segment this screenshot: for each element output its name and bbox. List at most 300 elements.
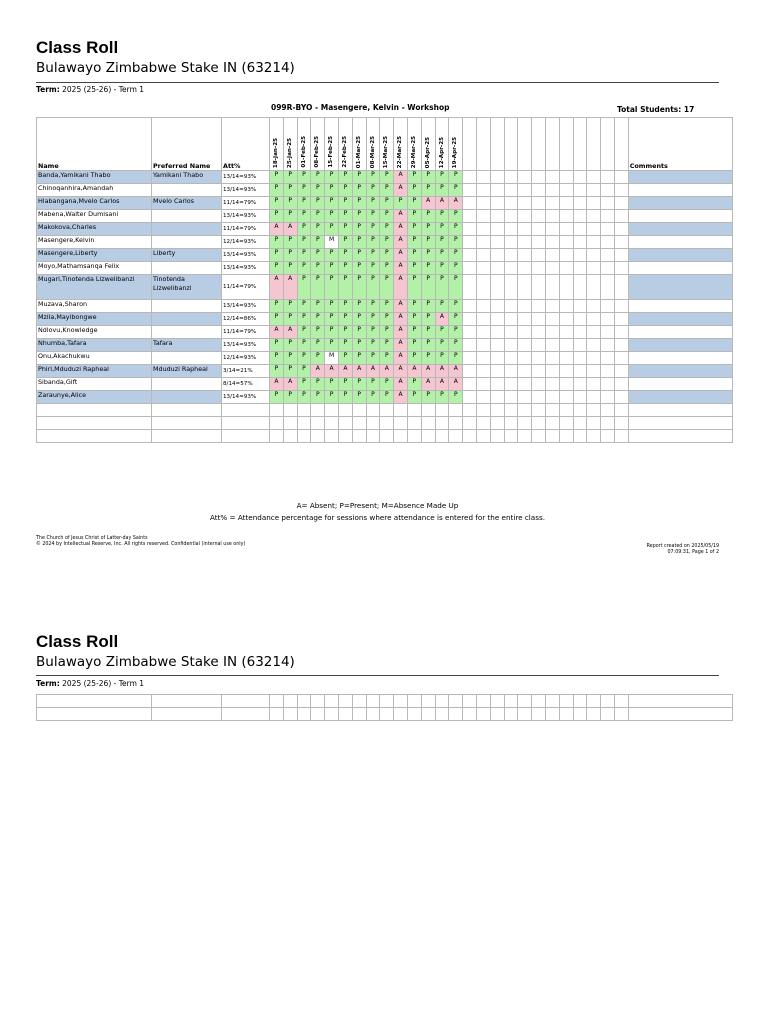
column-header-date xyxy=(421,118,435,171)
empty-cell xyxy=(366,430,380,443)
empty-cell xyxy=(545,210,559,223)
empty-cell xyxy=(614,339,628,352)
empty-cell xyxy=(559,236,573,249)
empty-cell xyxy=(504,210,518,223)
footer-org: The Church of Jesus Christ of Latter-day Saints xyxy=(36,536,148,541)
attendance-mark: P xyxy=(311,326,325,339)
empty-cell xyxy=(366,417,380,430)
empty-cell xyxy=(325,404,339,417)
empty-cell xyxy=(545,404,559,417)
empty-cell xyxy=(518,210,532,223)
empty-cell xyxy=(297,708,311,721)
column-header-comments: Comments xyxy=(628,118,732,171)
empty-cell xyxy=(545,313,559,326)
attendance-mark: A xyxy=(270,275,284,300)
attendance-mark: P xyxy=(407,275,421,300)
empty-cell xyxy=(476,197,490,210)
attendance-mark: P xyxy=(366,249,380,262)
attendance-mark: P xyxy=(270,197,284,210)
attendance-percent: 11/14=79% xyxy=(222,326,270,339)
total-students: Total Students: 17 xyxy=(617,105,695,114)
attendance-mark: M xyxy=(325,236,339,249)
attendance-mark: P xyxy=(449,275,463,300)
empty-cell xyxy=(463,184,477,197)
attendance-mark: M xyxy=(325,352,339,365)
attendance-mark: P xyxy=(366,197,380,210)
empty-cell xyxy=(518,249,532,262)
comments-cell xyxy=(628,262,732,275)
comments-cell xyxy=(628,275,732,300)
column-header-name: Name xyxy=(37,118,152,171)
empty-cell xyxy=(559,275,573,300)
attendance-percent: 13/14=93% xyxy=(222,171,270,184)
empty-cell xyxy=(518,300,532,313)
empty-cell xyxy=(518,223,532,236)
empty-cell xyxy=(518,430,532,443)
empty-cell xyxy=(490,430,504,443)
term-value-2: 2025 (25-26) - Term 1 xyxy=(62,679,145,688)
table-row xyxy=(37,300,733,313)
blank-row xyxy=(37,417,733,430)
footer-left xyxy=(36,536,246,548)
preferred-name xyxy=(152,210,222,223)
empty-cell xyxy=(504,404,518,417)
empty-cell xyxy=(587,249,601,262)
attendance-mark: P xyxy=(449,391,463,404)
attendance-mark: P xyxy=(297,236,311,249)
empty-cell xyxy=(573,708,587,721)
empty-cell xyxy=(490,365,504,378)
empty-cell xyxy=(628,695,732,708)
empty-cell xyxy=(504,695,518,708)
attendance-mark: P xyxy=(297,326,311,339)
empty-cell xyxy=(449,430,463,443)
empty-cell xyxy=(545,326,559,339)
attendance-mark: P xyxy=(311,236,325,249)
empty-cell xyxy=(587,404,601,417)
empty-cell xyxy=(463,236,477,249)
attendance-mark: P xyxy=(311,249,325,262)
empty-cell xyxy=(614,262,628,275)
empty-cell xyxy=(614,404,628,417)
empty-cell xyxy=(504,197,518,210)
attendance-mark: P xyxy=(325,210,339,223)
empty-cell xyxy=(490,695,504,708)
empty-cell xyxy=(601,313,615,326)
empty-cell xyxy=(573,326,587,339)
attendance-mark: P xyxy=(352,391,366,404)
attendance-mark: P xyxy=(325,300,339,313)
attendance-mark: P xyxy=(297,210,311,223)
student-name: Muzava,Sharon xyxy=(37,300,152,313)
attendance-mark: P xyxy=(435,210,449,223)
footer-copyright: © 2024 by Intellectual Reserve, Inc. All rights reserved. Confidential (internal use only) xyxy=(36,542,246,547)
attendance-mark: P xyxy=(407,223,421,236)
attendance-mark: P xyxy=(311,223,325,236)
attendance-mark: P xyxy=(325,275,339,300)
empty-cell xyxy=(518,184,532,197)
attendance-mark: P xyxy=(297,249,311,262)
attendance-mark: P xyxy=(380,197,394,210)
empty-cell xyxy=(587,695,601,708)
empty-cell xyxy=(587,326,601,339)
empty-cell xyxy=(614,313,628,326)
empty-cell xyxy=(476,695,490,708)
empty-cell xyxy=(587,171,601,184)
empty-cell xyxy=(504,430,518,443)
attendance-mark: P xyxy=(297,391,311,404)
empty-cell xyxy=(587,430,601,443)
preferred-name xyxy=(152,313,222,326)
column-header-empty xyxy=(614,118,628,171)
legend-att: Att% = Attendance percentage for sessions where attendance is entered for the entire class. xyxy=(210,513,545,522)
preferred-name xyxy=(152,352,222,365)
attendance-mark: A xyxy=(270,326,284,339)
empty-cell xyxy=(476,417,490,430)
attendance-mark: P xyxy=(352,249,366,262)
attendance-mark: P xyxy=(283,184,297,197)
empty-cell xyxy=(545,708,559,721)
attendance-mark: A xyxy=(394,275,408,300)
footer-page: 07:09:31, Page 1 of 2 xyxy=(667,550,719,555)
attendance-mark: P xyxy=(325,262,339,275)
empty-cell xyxy=(601,184,615,197)
empty-cell xyxy=(490,210,504,223)
attendance-mark: P xyxy=(435,249,449,262)
attendance-mark: P xyxy=(325,171,339,184)
attendance-percent: 13/14=93% xyxy=(222,300,270,313)
attendance-mark: P xyxy=(435,300,449,313)
column-header-empty xyxy=(504,118,518,171)
empty-cell xyxy=(504,326,518,339)
attendance-mark: P xyxy=(338,262,352,275)
empty-cell xyxy=(490,313,504,326)
term-label: Term: xyxy=(36,85,60,94)
student-name: Onu,Akachukwu xyxy=(37,352,152,365)
empty-cell xyxy=(366,708,380,721)
attendance-percent: 13/14=93% xyxy=(222,184,270,197)
term-label-2: Term: xyxy=(36,679,60,688)
blank-row xyxy=(37,708,733,721)
empty-cell xyxy=(518,313,532,326)
empty-cell xyxy=(421,430,435,443)
empty-cell xyxy=(504,378,518,391)
student-name: Banda,Yamikani Thabo xyxy=(37,171,152,184)
empty-cell xyxy=(601,262,615,275)
empty-cell xyxy=(476,404,490,417)
comments-cell xyxy=(628,300,732,313)
empty-cell xyxy=(573,171,587,184)
attendance-mark: P xyxy=(421,262,435,275)
empty-cell xyxy=(532,391,546,404)
column-header-date xyxy=(407,118,421,171)
empty-cell xyxy=(463,430,477,443)
empty-cell xyxy=(573,404,587,417)
attendance-mark: P xyxy=(435,326,449,339)
attendance-mark: P xyxy=(325,223,339,236)
empty-cell xyxy=(152,404,222,417)
empty-cell xyxy=(270,417,284,430)
attendance-mark: P xyxy=(380,210,394,223)
empty-cell xyxy=(490,171,504,184)
student-name: Mzila,Mayibongwe xyxy=(37,313,152,326)
attendance-mark: A xyxy=(394,313,408,326)
attendance-mark: A xyxy=(394,210,408,223)
attendance-mark: A xyxy=(270,223,284,236)
student-name: Moyo,Mathamsanqa Felix xyxy=(37,262,152,275)
attendance-mark: P xyxy=(380,236,394,249)
table-row xyxy=(37,249,733,262)
empty-cell xyxy=(222,695,270,708)
attendance-percent: 12/14=86% xyxy=(222,313,270,326)
empty-cell xyxy=(573,430,587,443)
empty-cell xyxy=(545,275,559,300)
empty-cell xyxy=(587,708,601,721)
attendance-mark: A xyxy=(394,171,408,184)
empty-cell xyxy=(463,378,477,391)
empty-cell xyxy=(545,197,559,210)
empty-cell xyxy=(587,378,601,391)
empty-cell xyxy=(504,262,518,275)
empty-cell xyxy=(463,275,477,300)
empty-cell xyxy=(545,339,559,352)
attendance-mark: P xyxy=(297,197,311,210)
empty-cell xyxy=(601,300,615,313)
attendance-mark: P xyxy=(311,275,325,300)
attendance-mark: A xyxy=(394,339,408,352)
empty-cell xyxy=(394,695,408,708)
attendance-mark: P xyxy=(380,391,394,404)
empty-cell xyxy=(573,391,587,404)
attendance-mark: P xyxy=(338,300,352,313)
empty-cell xyxy=(614,352,628,365)
attendance-mark: A xyxy=(394,249,408,262)
student-name: Mugari,Tinotenda Lizwelibanzi xyxy=(37,275,152,300)
empty-cell xyxy=(490,249,504,262)
empty-cell xyxy=(559,695,573,708)
page-title: Class Roll xyxy=(36,38,119,57)
empty-cell xyxy=(490,339,504,352)
empty-cell xyxy=(476,275,490,300)
attendance-percent: 8/14=57% xyxy=(222,378,270,391)
empty-cell xyxy=(573,300,587,313)
attendance-mark: P xyxy=(407,339,421,352)
column-header-date xyxy=(325,118,339,171)
empty-cell xyxy=(325,708,339,721)
empty-cell xyxy=(559,300,573,313)
student-name: Nhumba,Tafara xyxy=(37,339,152,352)
attendance-mark: P xyxy=(297,223,311,236)
attendance-mark: P xyxy=(421,184,435,197)
empty-cell xyxy=(311,417,325,430)
empty-cell xyxy=(559,339,573,352)
empty-cell xyxy=(37,695,152,708)
empty-cell xyxy=(532,197,546,210)
attendance-percent: 13/14=93% xyxy=(222,210,270,223)
empty-cell xyxy=(518,339,532,352)
empty-cell xyxy=(614,249,628,262)
empty-cell xyxy=(587,352,601,365)
empty-cell xyxy=(476,262,490,275)
attendance-percent: 3/14=21% xyxy=(222,365,270,378)
term-line-2 xyxy=(36,679,144,688)
empty-cell xyxy=(490,275,504,300)
empty-cell xyxy=(380,708,394,721)
attendance-mark: A xyxy=(435,365,449,378)
preferred-name xyxy=(152,391,222,404)
attendance-mark: A xyxy=(394,236,408,249)
empty-cell xyxy=(601,404,615,417)
empty-cell xyxy=(366,404,380,417)
table-row xyxy=(37,210,733,223)
attendance-mark: P xyxy=(380,223,394,236)
attendance-percent: 12/14=93% xyxy=(222,236,270,249)
empty-cell xyxy=(421,708,435,721)
empty-cell xyxy=(222,430,270,443)
attendance-mark: A xyxy=(394,365,408,378)
empty-cell xyxy=(545,378,559,391)
attendance-mark: P xyxy=(394,197,408,210)
empty-cell xyxy=(628,708,732,721)
empty-cell xyxy=(352,708,366,721)
attendance-mark: P xyxy=(325,391,339,404)
column-header-empty xyxy=(559,118,573,171)
attendance-mark: P xyxy=(435,275,449,300)
empty-cell xyxy=(504,223,518,236)
empty-cell xyxy=(518,275,532,300)
empty-cell xyxy=(518,378,532,391)
attendance-mark: P xyxy=(449,339,463,352)
attendance-mark: A xyxy=(394,223,408,236)
attendance-mark: P xyxy=(449,262,463,275)
column-header-empty xyxy=(545,118,559,171)
attendance-mark: P xyxy=(435,184,449,197)
empty-cell xyxy=(614,391,628,404)
empty-cell xyxy=(532,275,546,300)
empty-cell xyxy=(490,184,504,197)
empty-cell xyxy=(504,417,518,430)
empty-cell xyxy=(573,249,587,262)
empty-cell xyxy=(311,695,325,708)
empty-cell xyxy=(283,708,297,721)
page-1 xyxy=(36,38,719,568)
legend xyxy=(36,500,719,524)
attendance-mark: P xyxy=(297,275,311,300)
attendance-mark: A xyxy=(394,391,408,404)
empty-cell xyxy=(518,352,532,365)
attendance-mark: P xyxy=(297,300,311,313)
attendance-mark: P xyxy=(366,171,380,184)
empty-cell xyxy=(614,695,628,708)
empty-cell xyxy=(270,430,284,443)
empty-cell xyxy=(490,262,504,275)
attendance-mark: P xyxy=(270,300,284,313)
empty-cell xyxy=(545,391,559,404)
attendance-percent: 11/14=79% xyxy=(222,275,270,300)
empty-cell xyxy=(518,391,532,404)
empty-cell xyxy=(559,404,573,417)
date-label: 19-Apr-25 xyxy=(452,136,459,168)
attendance-mark: P xyxy=(283,210,297,223)
empty-cell xyxy=(449,695,463,708)
attendance-mark: P xyxy=(270,313,284,326)
attendance-mark: P xyxy=(366,300,380,313)
empty-cell xyxy=(532,695,546,708)
comments-cell xyxy=(628,197,732,210)
empty-cell xyxy=(545,223,559,236)
empty-cell xyxy=(559,210,573,223)
empty-cell xyxy=(573,339,587,352)
empty-cell xyxy=(573,197,587,210)
preferred-name: Tinotenda Lizwelibanzi xyxy=(152,275,222,300)
attendance-mark: A xyxy=(366,365,380,378)
table-row xyxy=(37,391,733,404)
table-row xyxy=(37,236,733,249)
attendance-mark: P xyxy=(366,262,380,275)
date-label: 01-Feb-25 xyxy=(300,136,307,168)
empty-cell xyxy=(601,391,615,404)
empty-cell xyxy=(601,236,615,249)
attendance-mark: P xyxy=(338,378,352,391)
preferred-name xyxy=(152,262,222,275)
empty-cell xyxy=(532,365,546,378)
column-header-date xyxy=(435,118,449,171)
comments-cell xyxy=(628,249,732,262)
attendance-mark: P xyxy=(338,197,352,210)
empty-cell xyxy=(587,365,601,378)
empty-cell xyxy=(545,236,559,249)
preferred-name: Tafara xyxy=(152,339,222,352)
table-row xyxy=(37,262,733,275)
attendance-mark: P xyxy=(311,197,325,210)
attendance-mark: P xyxy=(325,184,339,197)
empty-cell xyxy=(37,404,152,417)
empty-cell xyxy=(421,417,435,430)
empty-cell xyxy=(504,236,518,249)
empty-cell xyxy=(407,417,421,430)
empty-cell xyxy=(559,197,573,210)
header-rule-2 xyxy=(36,675,719,676)
empty-cell xyxy=(601,708,615,721)
attendance-mark: P xyxy=(352,171,366,184)
attendance-mark: P xyxy=(449,236,463,249)
empty-cell xyxy=(504,365,518,378)
attendance-mark: P xyxy=(435,236,449,249)
attendance-mark: P xyxy=(435,352,449,365)
empty-cell xyxy=(476,236,490,249)
empty-cell xyxy=(463,708,477,721)
empty-cell xyxy=(352,695,366,708)
term-value: 2025 (25-26) - Term 1 xyxy=(62,85,145,94)
class-roll-table-2 xyxy=(36,694,733,721)
attendance-mark: A xyxy=(435,378,449,391)
empty-cell xyxy=(614,378,628,391)
column-header-att: Att% xyxy=(222,118,270,171)
column-header-date xyxy=(394,118,408,171)
empty-cell xyxy=(504,171,518,184)
empty-cell xyxy=(587,275,601,300)
attendance-mark: P xyxy=(338,339,352,352)
empty-cell xyxy=(325,417,339,430)
attendance-mark: A xyxy=(421,197,435,210)
empty-cell xyxy=(587,197,601,210)
empty-cell xyxy=(518,262,532,275)
empty-cell xyxy=(601,417,615,430)
header-rule xyxy=(36,82,719,83)
empty-cell xyxy=(152,695,222,708)
empty-cell xyxy=(463,326,477,339)
empty-cell xyxy=(573,313,587,326)
